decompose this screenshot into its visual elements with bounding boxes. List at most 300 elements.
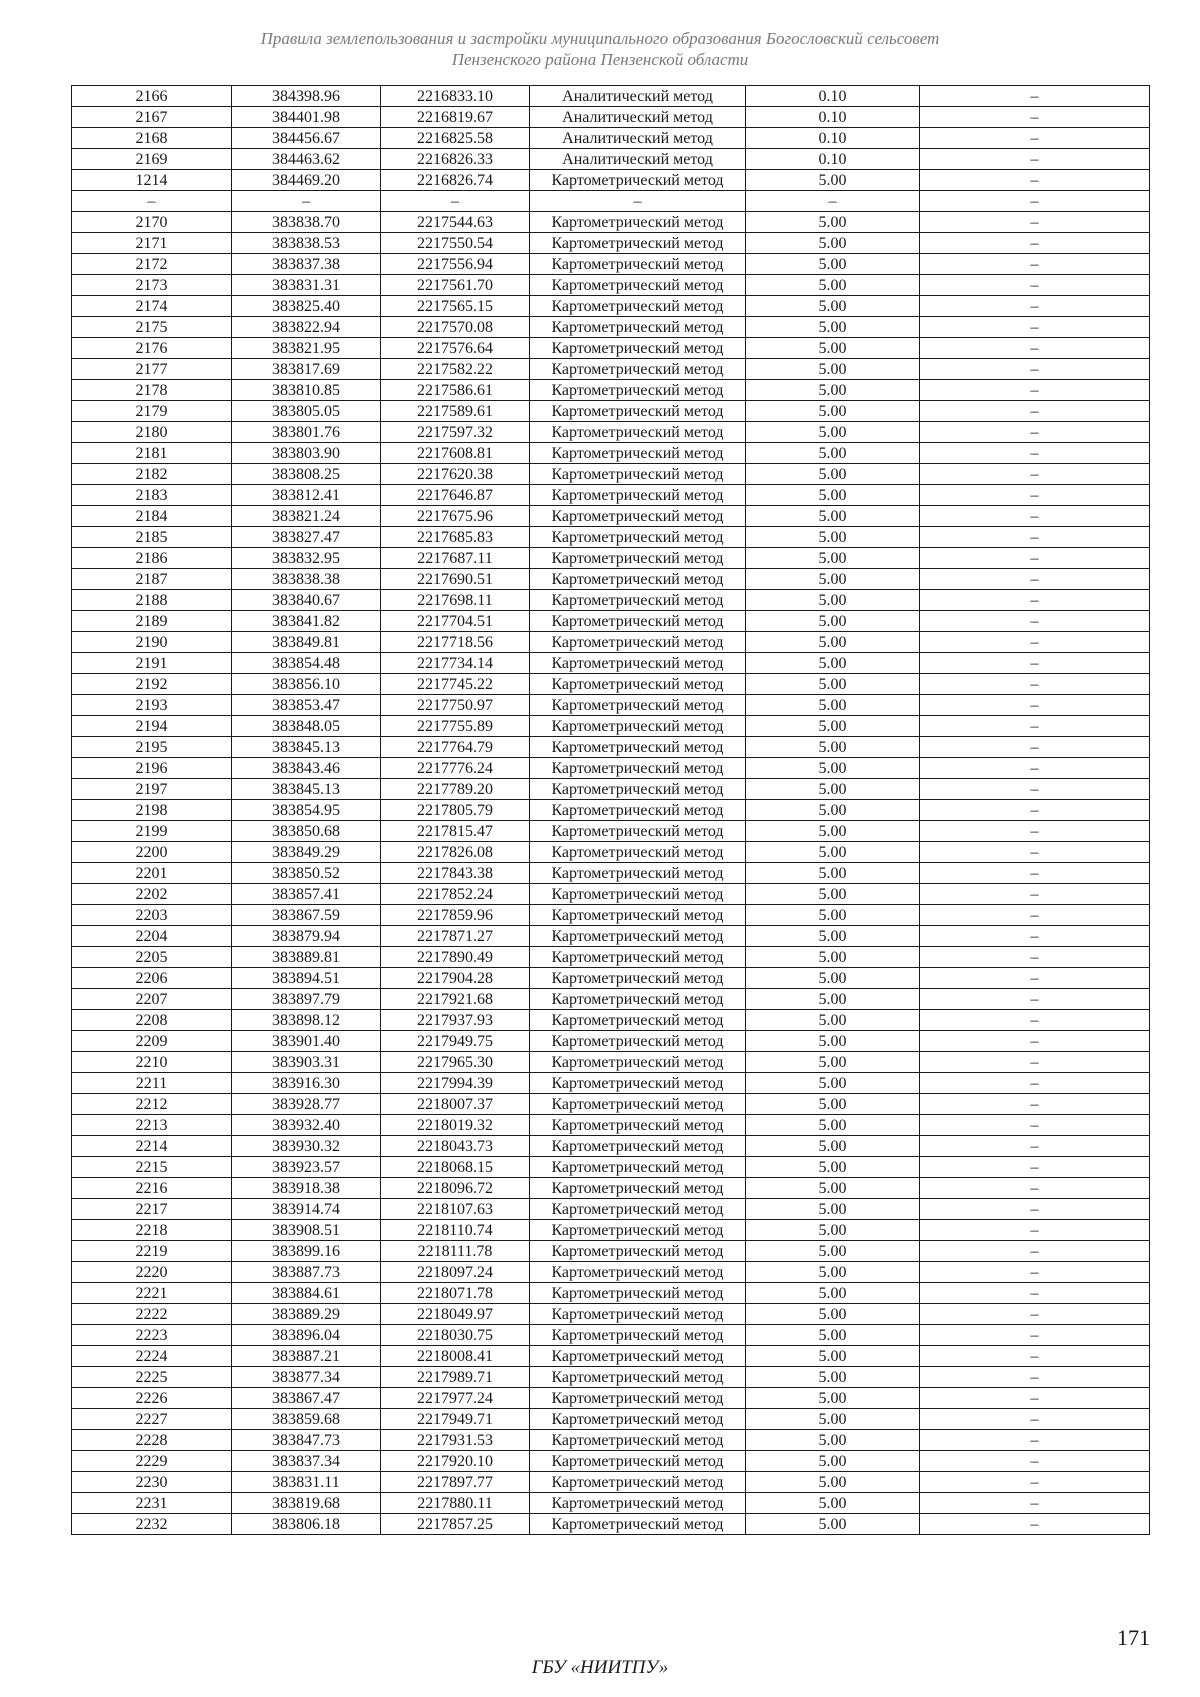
table-row <box>72 737 1150 758</box>
point-number-cell: 2224 <box>72 1346 232 1367</box>
point-number-cell: 2214 <box>72 1136 232 1157</box>
method-cell: Картометрический метод <box>530 170 746 191</box>
description-cell: – <box>920 128 1150 149</box>
description-cell: – <box>920 1031 1150 1052</box>
y-coordinate-cell: 2218111.78 <box>381 1241 530 1262</box>
accuracy-cell: 5.00 <box>746 800 920 821</box>
x-coordinate-cell: 383932.40 <box>232 1115 381 1136</box>
description-cell: – <box>920 254 1150 275</box>
description-cell: – <box>920 947 1150 968</box>
description-cell: – <box>920 989 1150 1010</box>
method-cell: Картометрический метод <box>530 401 746 422</box>
y-coordinate-cell: 2216826.33 <box>381 149 530 170</box>
description-cell: – <box>920 758 1150 779</box>
point-number-cell: 2197 <box>72 779 232 800</box>
point-number-cell: 2177 <box>72 359 232 380</box>
method-cell: Картометрический метод <box>530 569 746 590</box>
table-row <box>72 359 1150 380</box>
x-coordinate-cell: 383879.94 <box>232 926 381 947</box>
description-cell: – <box>920 590 1150 611</box>
x-coordinate-cell: 383887.73 <box>232 1262 381 1283</box>
y-coordinate-cell: 2218043.73 <box>381 1136 530 1157</box>
y-coordinate-cell: 2217589.61 <box>381 401 530 422</box>
method-cell: Картометрический метод <box>530 842 746 863</box>
x-coordinate-cell: 383803.90 <box>232 443 381 464</box>
point-number-cell: 2169 <box>72 149 232 170</box>
y-coordinate-cell: 2217994.39 <box>381 1073 530 1094</box>
x-coordinate-cell: 383887.21 <box>232 1346 381 1367</box>
table-row <box>72 1073 1150 1094</box>
method-cell: Картометрический метод <box>530 905 746 926</box>
table-row <box>72 1115 1150 1136</box>
x-coordinate-cell: 383903.31 <box>232 1052 381 1073</box>
accuracy-cell: 5.00 <box>746 695 920 716</box>
point-number-cell: 1214 <box>72 170 232 191</box>
y-coordinate-cell: 2217826.08 <box>381 842 530 863</box>
point-number-cell: 2167 <box>72 107 232 128</box>
x-coordinate-cell: 383896.04 <box>232 1325 381 1346</box>
y-coordinate-cell: 2217890.49 <box>381 947 530 968</box>
table-row <box>72 779 1150 800</box>
y-coordinate-cell: 2218107.63 <box>381 1199 530 1220</box>
y-coordinate-cell: 2218049.97 <box>381 1304 530 1325</box>
y-coordinate-cell: 2218019.32 <box>381 1115 530 1136</box>
accuracy-cell: 5.00 <box>746 863 920 884</box>
y-coordinate-cell: 2217608.81 <box>381 443 530 464</box>
method-cell: Картометрический метод <box>530 506 746 527</box>
point-number-cell: 2213 <box>72 1115 232 1136</box>
table-row <box>72 1136 1150 1157</box>
accuracy-cell: 5.00 <box>746 1367 920 1388</box>
accuracy-cell: 5.00 <box>746 1136 920 1157</box>
table-row <box>72 926 1150 947</box>
table-row <box>72 422 1150 443</box>
x-coordinate-cell: 383838.53 <box>232 233 381 254</box>
method-cell: Картометрический метод <box>530 1367 746 1388</box>
y-coordinate-cell: – <box>381 191 530 212</box>
table-row <box>72 464 1150 485</box>
description-cell: – <box>920 1430 1150 1451</box>
x-coordinate-cell: 383916.30 <box>232 1073 381 1094</box>
description-cell: – <box>920 926 1150 947</box>
table-row <box>72 569 1150 590</box>
y-coordinate-cell: 2217570.08 <box>381 317 530 338</box>
table-row <box>72 632 1150 653</box>
x-coordinate-cell: 383810.85 <box>232 380 381 401</box>
table-row <box>72 947 1150 968</box>
description-cell: – <box>920 233 1150 254</box>
description-cell: – <box>920 212 1150 233</box>
y-coordinate-cell: 2217931.53 <box>381 1430 530 1451</box>
y-coordinate-cell: 2217859.96 <box>381 905 530 926</box>
description-cell: – <box>920 485 1150 506</box>
table-row <box>72 191 1150 212</box>
y-coordinate-cell: 2217904.28 <box>381 968 530 989</box>
point-number-cell: 2223 <box>72 1325 232 1346</box>
x-coordinate-cell: 383831.11 <box>232 1472 381 1493</box>
accuracy-cell: 5.00 <box>746 884 920 905</box>
description-cell: – <box>920 1283 1150 1304</box>
y-coordinate-cell: 2217776.24 <box>381 758 530 779</box>
table-row <box>72 1472 1150 1493</box>
point-number-cell: 2184 <box>72 506 232 527</box>
point-number-cell: 2208 <box>72 1010 232 1031</box>
x-coordinate-cell: 383867.47 <box>232 1388 381 1409</box>
description-cell: – <box>920 401 1150 422</box>
point-number-cell: 2191 <box>72 653 232 674</box>
point-number-cell: 2222 <box>72 1304 232 1325</box>
method-cell: Картометрический метод <box>530 1430 746 1451</box>
accuracy-cell: 0.10 <box>746 107 920 128</box>
y-coordinate-cell: 2217745.22 <box>381 674 530 695</box>
table-row <box>72 1451 1150 1472</box>
page-number: 171 <box>1117 1625 1150 1650</box>
coordinates-table-body <box>72 86 1150 1535</box>
table-row <box>72 1409 1150 1430</box>
accuracy-cell: 5.00 <box>746 611 920 632</box>
point-number-cell: 2185 <box>72 527 232 548</box>
table-row <box>72 380 1150 401</box>
accuracy-cell: 5.00 <box>746 716 920 737</box>
method-cell: Картометрический метод <box>530 1409 746 1430</box>
y-coordinate-cell: 2218071.78 <box>381 1283 530 1304</box>
accuracy-cell: 0.10 <box>746 128 920 149</box>
point-number-cell: 2205 <box>72 947 232 968</box>
description-cell: – <box>920 968 1150 989</box>
description-cell: – <box>920 863 1150 884</box>
accuracy-cell: 5.00 <box>746 1010 920 1031</box>
y-coordinate-cell: 2217718.56 <box>381 632 530 653</box>
accuracy-cell: 5.00 <box>746 1199 920 1220</box>
accuracy-cell: 5.00 <box>746 527 920 548</box>
x-coordinate-cell: 383812.41 <box>232 485 381 506</box>
point-number-cell: 2227 <box>72 1409 232 1430</box>
method-cell: Картометрический метод <box>530 464 746 485</box>
point-number-cell: 2176 <box>72 338 232 359</box>
description-cell: – <box>920 1325 1150 1346</box>
x-coordinate-cell: 383898.12 <box>232 1010 381 1031</box>
description-cell: – <box>920 800 1150 821</box>
table-row <box>72 1304 1150 1325</box>
x-coordinate-cell: 384469.20 <box>232 170 381 191</box>
x-coordinate-cell: 383923.57 <box>232 1157 381 1178</box>
description-cell: – <box>920 1010 1150 1031</box>
table-row <box>72 1430 1150 1451</box>
table-row <box>72 611 1150 632</box>
point-number-cell: 2189 <box>72 611 232 632</box>
method-cell: Картометрический метод <box>530 317 746 338</box>
point-number-cell: 2203 <box>72 905 232 926</box>
accuracy-cell: 5.00 <box>746 1493 920 1514</box>
method-cell: Картометрический метод <box>530 590 746 611</box>
y-coordinate-cell: 2217734.14 <box>381 653 530 674</box>
table-row <box>72 254 1150 275</box>
point-number-cell: 2188 <box>72 590 232 611</box>
accuracy-cell: 5.00 <box>746 842 920 863</box>
table-row <box>72 1241 1150 1262</box>
method-cell: Картометрический метод <box>530 884 746 905</box>
method-cell: Картометрический метод <box>530 1073 746 1094</box>
table-row <box>72 443 1150 464</box>
y-coordinate-cell: 2217857.25 <box>381 1514 530 1535</box>
accuracy-cell: 5.00 <box>746 1220 920 1241</box>
accuracy-cell: 5.00 <box>746 359 920 380</box>
point-number-cell: 2198 <box>72 800 232 821</box>
accuracy-cell: 5.00 <box>746 464 920 485</box>
method-cell: Картометрический метод <box>530 1304 746 1325</box>
y-coordinate-cell: 2218110.74 <box>381 1220 530 1241</box>
method-cell: Картометрический метод <box>530 695 746 716</box>
y-coordinate-cell: 2217949.71 <box>381 1409 530 1430</box>
accuracy-cell: 5.00 <box>746 632 920 653</box>
description-cell: – <box>920 191 1150 212</box>
description-cell: – <box>920 464 1150 485</box>
table-row <box>72 1262 1150 1283</box>
method-cell: Картометрический метод <box>530 1514 746 1535</box>
method-cell: Картометрический метод <box>530 674 746 695</box>
y-coordinate-cell: 2217921.68 <box>381 989 530 1010</box>
point-number-cell: 2228 <box>72 1430 232 1451</box>
y-coordinate-cell: 2216833.10 <box>381 86 530 107</box>
y-coordinate-cell: 2217937.93 <box>381 1010 530 1031</box>
y-coordinate-cell: 2217704.51 <box>381 611 530 632</box>
point-number-cell: 2221 <box>72 1283 232 1304</box>
description-cell: – <box>920 653 1150 674</box>
table-row <box>72 863 1150 884</box>
method-cell: Картометрический метод <box>530 485 746 506</box>
y-coordinate-cell: 2217880.11 <box>381 1493 530 1514</box>
point-number-cell: 2218 <box>72 1220 232 1241</box>
x-coordinate-cell: 383819.68 <box>232 1493 381 1514</box>
accuracy-cell: 5.00 <box>746 1472 920 1493</box>
method-cell: Картометрический метод <box>530 359 746 380</box>
point-number-cell: 2168 <box>72 128 232 149</box>
description-cell: – <box>920 1220 1150 1241</box>
accuracy-cell: 5.00 <box>746 1094 920 1115</box>
x-coordinate-cell: 383854.48 <box>232 653 381 674</box>
x-coordinate-cell: 383930.32 <box>232 1136 381 1157</box>
accuracy-cell: 5.00 <box>746 1115 920 1136</box>
accuracy-cell: 5.00 <box>746 1388 920 1409</box>
accuracy-cell: 5.00 <box>746 233 920 254</box>
table-row <box>72 527 1150 548</box>
y-coordinate-cell: 2217755.89 <box>381 716 530 737</box>
method-cell: Картометрический метод <box>530 1136 746 1157</box>
point-number-cell: 2186 <box>72 548 232 569</box>
table-row <box>72 716 1150 737</box>
y-coordinate-cell: 2217561.70 <box>381 275 530 296</box>
point-number-cell: 2229 <box>72 1451 232 1472</box>
accuracy-cell: 5.00 <box>746 275 920 296</box>
y-coordinate-cell: 2217852.24 <box>381 884 530 905</box>
accuracy-cell: – <box>746 191 920 212</box>
description-cell: – <box>920 149 1150 170</box>
point-number-cell: 2178 <box>72 380 232 401</box>
method-cell: Картометрический метод <box>530 1199 746 1220</box>
table-row <box>72 149 1150 170</box>
table-row <box>72 1220 1150 1241</box>
x-coordinate-cell: 383845.13 <box>232 737 381 758</box>
point-number-cell: 2172 <box>72 254 232 275</box>
table-row <box>72 695 1150 716</box>
description-cell: – <box>920 1178 1150 1199</box>
description-cell: – <box>920 527 1150 548</box>
accuracy-cell: 5.00 <box>746 779 920 800</box>
table-row <box>72 905 1150 926</box>
method-cell: Аналитический метод <box>530 107 746 128</box>
method-cell: Картометрический метод <box>530 1241 746 1262</box>
x-coordinate-cell: 383908.51 <box>232 1220 381 1241</box>
accuracy-cell: 5.00 <box>746 254 920 275</box>
accuracy-cell: 5.00 <box>746 947 920 968</box>
x-coordinate-cell: 383837.34 <box>232 1451 381 1472</box>
table-row <box>72 1010 1150 1031</box>
x-coordinate-cell: 383847.73 <box>232 1430 381 1451</box>
point-number-cell: 2192 <box>72 674 232 695</box>
x-coordinate-cell: 384456.67 <box>232 128 381 149</box>
description-cell: – <box>920 716 1150 737</box>
point-number-cell: 2170 <box>72 212 232 233</box>
x-coordinate-cell: 383850.52 <box>232 863 381 884</box>
method-cell: Картометрический метод <box>530 1283 746 1304</box>
x-coordinate-cell: 383918.38 <box>232 1178 381 1199</box>
y-coordinate-cell: 2217805.79 <box>381 800 530 821</box>
description-cell: – <box>920 1199 1150 1220</box>
x-coordinate-cell: 383894.51 <box>232 968 381 989</box>
table-row <box>72 107 1150 128</box>
point-number-cell: 2210 <box>72 1052 232 1073</box>
table-row <box>72 674 1150 695</box>
x-coordinate-cell: 383849.81 <box>232 632 381 653</box>
point-number-cell: – <box>72 191 232 212</box>
method-cell: Картометрический метод <box>530 800 746 821</box>
x-coordinate-cell: 383801.76 <box>232 422 381 443</box>
point-number-cell: 2215 <box>72 1157 232 1178</box>
point-number-cell: 2209 <box>72 1031 232 1052</box>
accuracy-cell: 5.00 <box>746 338 920 359</box>
y-coordinate-cell: 2218008.41 <box>381 1346 530 1367</box>
table-row <box>72 275 1150 296</box>
description-cell: – <box>920 779 1150 800</box>
point-number-cell: 2180 <box>72 422 232 443</box>
table-row <box>72 1367 1150 1388</box>
x-coordinate-cell: 383825.40 <box>232 296 381 317</box>
table-row <box>72 548 1150 569</box>
table-row <box>72 485 1150 506</box>
accuracy-cell: 5.00 <box>746 443 920 464</box>
y-coordinate-cell: 2217586.61 <box>381 380 530 401</box>
point-number-cell: 2179 <box>72 401 232 422</box>
method-cell: Картометрический метод <box>530 1031 746 1052</box>
description-cell: – <box>920 1388 1150 1409</box>
method-cell: Картометрический метод <box>530 1010 746 1031</box>
accuracy-cell: 5.00 <box>746 1430 920 1451</box>
y-coordinate-cell: 2217620.38 <box>381 464 530 485</box>
point-number-cell: 2204 <box>72 926 232 947</box>
method-cell: Картометрический метод <box>530 380 746 401</box>
point-number-cell: 2183 <box>72 485 232 506</box>
table-row <box>72 338 1150 359</box>
point-number-cell: 2217 <box>72 1199 232 1220</box>
method-cell: Картометрический метод <box>530 443 746 464</box>
point-number-cell: 2187 <box>72 569 232 590</box>
method-cell: Картометрический метод <box>530 527 746 548</box>
method-cell: Картометрический метод <box>530 863 746 884</box>
accuracy-cell: 5.00 <box>746 1241 920 1262</box>
accuracy-cell: 5.00 <box>746 170 920 191</box>
description-cell: – <box>920 275 1150 296</box>
description-cell: – <box>920 86 1150 107</box>
x-coordinate-cell: 383831.31 <box>232 275 381 296</box>
y-coordinate-cell: 2217690.51 <box>381 569 530 590</box>
x-coordinate-cell: 383837.38 <box>232 254 381 275</box>
table-row <box>72 842 1150 863</box>
method-cell: Картометрический метод <box>530 1157 746 1178</box>
x-coordinate-cell: 383827.47 <box>232 527 381 548</box>
point-number-cell: 2201 <box>72 863 232 884</box>
description-cell: – <box>920 905 1150 926</box>
point-number-cell: 2193 <box>72 695 232 716</box>
table-row <box>72 1178 1150 1199</box>
description-cell: – <box>920 380 1150 401</box>
table-row <box>72 1493 1150 1514</box>
accuracy-cell: 5.00 <box>746 296 920 317</box>
description-cell: – <box>920 1409 1150 1430</box>
accuracy-cell: 5.00 <box>746 548 920 569</box>
y-coordinate-cell: 2218096.72 <box>381 1178 530 1199</box>
method-cell: Картометрический метод <box>530 233 746 254</box>
accuracy-cell: 5.00 <box>746 1283 920 1304</box>
x-coordinate-cell: 383817.69 <box>232 359 381 380</box>
point-number-cell: 2200 <box>72 842 232 863</box>
method-cell: Картометрический метод <box>530 1094 746 1115</box>
method-cell: Картометрический метод <box>530 653 746 674</box>
point-number-cell: 2199 <box>72 821 232 842</box>
y-coordinate-cell: 2217576.64 <box>381 338 530 359</box>
method-cell: Картометрический метод <box>530 821 746 842</box>
x-coordinate-cell: 383806.18 <box>232 1514 381 1535</box>
method-cell: Картометрический метод <box>530 926 746 947</box>
y-coordinate-cell: 2217920.10 <box>381 1451 530 1472</box>
y-coordinate-cell: 2217977.24 <box>381 1388 530 1409</box>
point-number-cell: 2225 <box>72 1367 232 1388</box>
method-cell: Картометрический метод <box>530 548 746 569</box>
x-coordinate-cell: 383843.46 <box>232 758 381 779</box>
x-coordinate-cell: 383884.61 <box>232 1283 381 1304</box>
x-coordinate-cell: 383854.95 <box>232 800 381 821</box>
table-row <box>72 989 1150 1010</box>
y-coordinate-cell: 2217582.22 <box>381 359 530 380</box>
x-coordinate-cell: 383845.13 <box>232 779 381 800</box>
method-cell: Картометрический метод <box>530 338 746 359</box>
x-coordinate-cell: 383897.79 <box>232 989 381 1010</box>
point-number-cell: 2212 <box>72 1094 232 1115</box>
accuracy-cell: 0.10 <box>746 149 920 170</box>
page-header <box>0 28 1200 70</box>
y-coordinate-cell: 2217965.30 <box>381 1052 530 1073</box>
description-cell: – <box>920 1262 1150 1283</box>
y-coordinate-cell: 2217544.63 <box>381 212 530 233</box>
method-cell: Аналитический метод <box>530 86 746 107</box>
header-line-1: Правила землепользования и застройки муниципального образования Богословский сельсовет <box>260 29 940 48</box>
table-row <box>72 1325 1150 1346</box>
x-coordinate-cell: 384463.62 <box>232 149 381 170</box>
y-coordinate-cell: 2218068.15 <box>381 1157 530 1178</box>
point-number-cell: 2206 <box>72 968 232 989</box>
point-number-cell: 2182 <box>72 464 232 485</box>
method-cell: Аналитический метод <box>530 128 746 149</box>
method-cell: – <box>530 191 746 212</box>
